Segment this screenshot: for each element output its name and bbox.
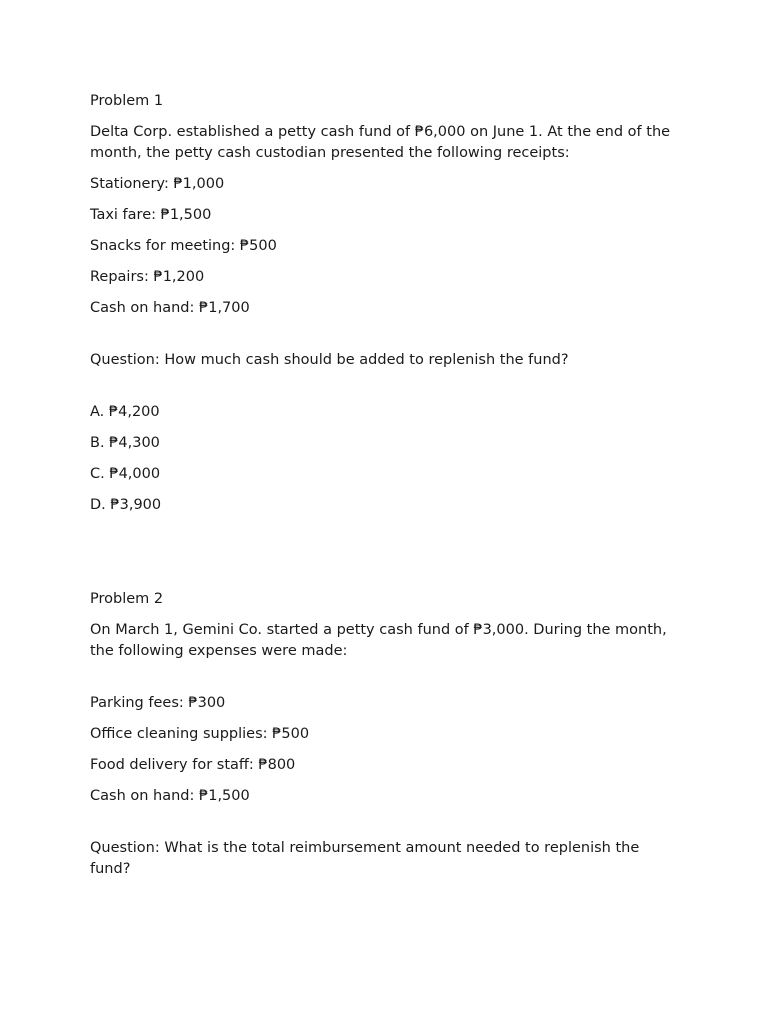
problem-1-choice: B. ₱4,300 (90, 435, 160, 451)
problem-1 (90, 91, 680, 516)
problem-1-item: Repairs: ₱1,200 (90, 269, 205, 285)
problem-2-item: Food delivery for staff: ₱800 (90, 757, 296, 773)
problem-2-intro: On March 1, Gemini Co. started a petty cash fund of ₱3,000. During the month, the following expenses were made: (90, 622, 667, 659)
document-page (90, 91, 680, 890)
spacer (90, 526, 680, 589)
problem-2-item: Cash on hand: ₱1,500 (90, 788, 250, 804)
problem-1-choice: C. ₱4,000 (90, 466, 161, 482)
problem-1-item: Snacks for meeting: ₱500 (90, 238, 277, 254)
problem-1-choice: D. ₱3,900 (90, 497, 162, 513)
problem-1-item: Cash on hand: ₱1,700 (90, 300, 250, 316)
spacer (90, 381, 680, 402)
spacer (90, 329, 680, 350)
problem-1-intro: Delta Corp. established a petty cash fund of ₱6,000 on June 1. At the end of the month, the petty cash custodian presented the following receipts: (90, 124, 671, 161)
problem-2-item: Office cleaning supplies: ₱500 (90, 726, 310, 742)
problem-2-item: Parking fees: ₱300 (90, 695, 226, 711)
problem-2-title: Problem 2 (90, 591, 164, 607)
problem-1-question: Question: How much cash should be added to replenish the fund? (90, 352, 569, 368)
problem-2 (90, 589, 680, 880)
problem-1-title: Problem 1 (90, 93, 164, 109)
problem-2-question: Question: What is the total reimbursement amount needed to replenish the fund? (90, 840, 640, 877)
problem-1-item: Stationery: ₱1,000 (90, 176, 225, 192)
problem-1-choice: A. ₱4,200 (90, 404, 160, 420)
spacer (90, 817, 680, 838)
problem-1-item: Taxi fare: ₱1,500 (90, 207, 212, 223)
spacer (90, 672, 680, 693)
